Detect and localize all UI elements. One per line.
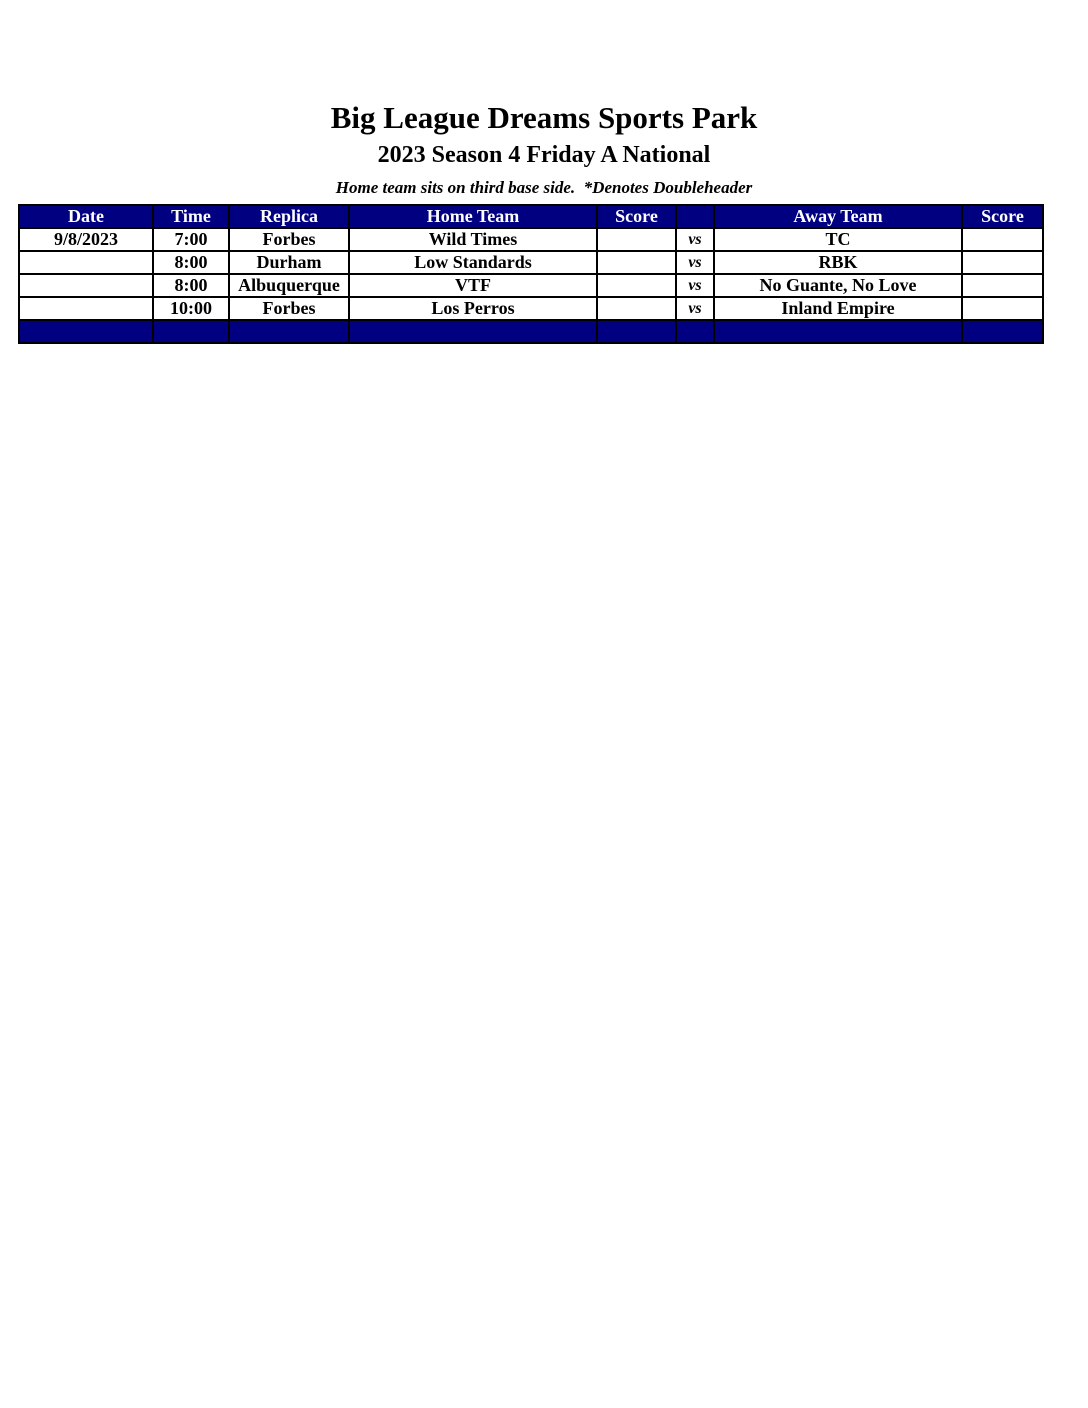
- cell-time: 10:00: [153, 297, 229, 320]
- table-row: [19, 297, 1043, 320]
- schedule-table: [18, 204, 1044, 344]
- cell-home-score: [597, 228, 676, 251]
- cell-date: [19, 251, 153, 274]
- cell-vs: vs: [676, 228, 714, 251]
- cell-date: [19, 297, 153, 320]
- header-replica: Replica: [229, 205, 349, 228]
- cell-time: 7:00: [153, 228, 229, 251]
- footer-cell: [597, 320, 676, 343]
- footer-cell: [349, 320, 597, 343]
- cell-home-team: Los Perros: [349, 297, 597, 320]
- header-date: Date: [19, 205, 153, 228]
- cell-vs: vs: [676, 297, 714, 320]
- footer-cell: [962, 320, 1043, 343]
- cell-vs: vs: [676, 251, 714, 274]
- cell-home-team: VTF: [349, 274, 597, 297]
- footer-cell: [229, 320, 349, 343]
- schedule-note: Home team sits on third base side. *Denotes Doubleheader: [335, 178, 753, 197]
- cell-replica: Durham: [229, 251, 349, 274]
- table-row: [19, 228, 1043, 251]
- header-time: Time: [153, 205, 229, 228]
- cell-home-team: Wild Times: [349, 228, 597, 251]
- schedule-subtitle: 2023 Season 4 Friday A National: [377, 142, 711, 168]
- header-home-team: Home Team: [349, 205, 597, 228]
- cell-replica: Forbes: [229, 228, 349, 251]
- cell-away-score: [962, 297, 1043, 320]
- cell-home-score: [597, 274, 676, 297]
- cell-vs: vs: [676, 274, 714, 297]
- cell-away-team: Inland Empire: [714, 297, 962, 320]
- header-home-score: Score: [597, 205, 676, 228]
- table-header-row: [19, 205, 1043, 228]
- header-away-score: Score: [962, 205, 1043, 228]
- table-row: [19, 274, 1043, 297]
- cell-away-team: RBK: [714, 251, 962, 274]
- cell-replica: Forbes: [229, 297, 349, 320]
- cell-home-team: Low Standards: [349, 251, 597, 274]
- footer-cell: [714, 320, 962, 343]
- cell-time: 8:00: [153, 274, 229, 297]
- cell-away-score: [962, 274, 1043, 297]
- footer-cell: [676, 320, 714, 343]
- cell-home-score: [597, 297, 676, 320]
- cell-away-score: [962, 251, 1043, 274]
- cell-date: [19, 274, 153, 297]
- page-title: Big League Dreams Sports Park: [330, 100, 758, 135]
- table-footer-row: [19, 320, 1043, 343]
- cell-away-team: No Guante, No Love: [714, 274, 962, 297]
- cell-away-score: [962, 228, 1043, 251]
- cell-date: 9/8/2023: [19, 228, 153, 251]
- cell-replica: Albuquerque: [229, 274, 349, 297]
- cell-time: 8:00: [153, 251, 229, 274]
- footer-cell: [19, 320, 153, 343]
- header-away-team: Away Team: [714, 205, 962, 228]
- header-vs: [676, 205, 714, 228]
- cell-away-team: TC: [714, 228, 962, 251]
- table-row: [19, 251, 1043, 274]
- footer-cell: [153, 320, 229, 343]
- cell-home-score: [597, 251, 676, 274]
